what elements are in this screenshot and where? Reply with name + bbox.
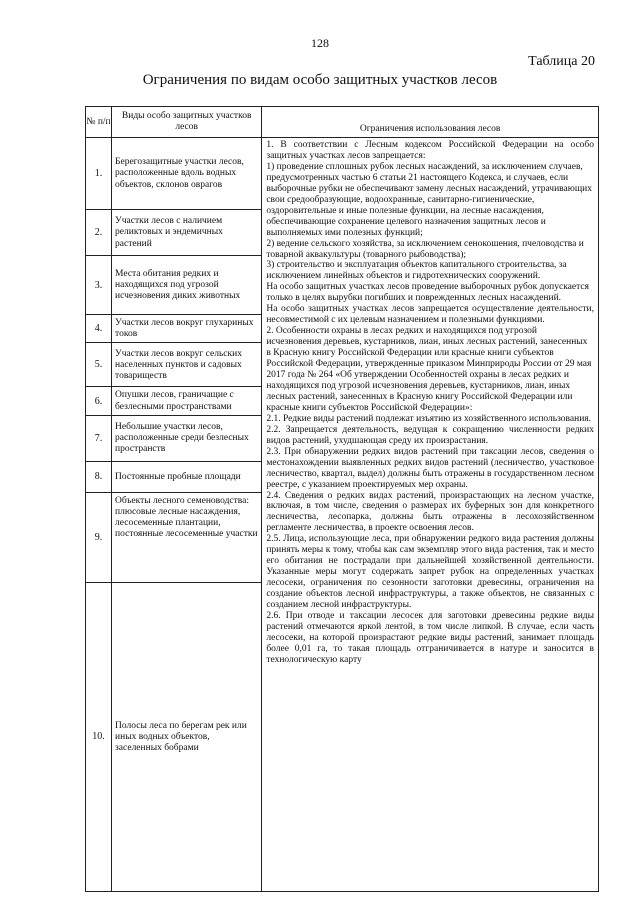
table-label: Таблица 20 bbox=[528, 54, 595, 69]
zone-type: Участки лесов с наличием реликтовых и эндемичных растений bbox=[112, 210, 262, 256]
row-number: 10. bbox=[86, 582, 112, 891]
zone-type: Опушки лесов, граничащие с безлесными пространствами bbox=[112, 387, 262, 415]
restriction-text: 1) проведение сплошных рубок лесных насаждений, за исключением случаев, предусмотренных частью 6 статьи 21 настоящего Кодекса, и случаев, если выборочные рубки не обеспечивают замену лесных насаждений, утрачивающих свои средообразующие, водоохранные, санитарно-гигиенические, оздоровительные и иные полезные функции, на лесные насаждения, обеспечивающие сохранение целевого назначения защитных лесов и выполняемых ими полезных функций; bbox=[266, 161, 592, 238]
row-number: 8. bbox=[86, 461, 112, 492]
restrictions-table bbox=[85, 106, 599, 892]
restriction-text: 2.6. При отводе и таксации лесосек для заготовки древесины редкие виды растений отмечаются яркой лентой, в том числе липкой. В случае, если часть лесосеки, на которой произрастают редкие виды растений, занимает площадь более 0,01 га, то такая площадь отграничивается в натуре и заносится в технологическую карту bbox=[266, 610, 594, 665]
zone-type: Участки лесов вокруг глухариных токов bbox=[112, 315, 262, 343]
row-number: 9. bbox=[86, 492, 112, 582]
zone-type: Места обитания редких и находящихся под угрозой исчезновения диких животных bbox=[112, 256, 262, 315]
zone-type: Объекты лесного семеноводства: плюсовые лесные насаждения, лесосеменные плантации, постоянные лесосеменные участки bbox=[112, 492, 262, 582]
header-restrictions: Ограничения использования лесов bbox=[262, 107, 599, 138]
zone-type: Участки лесов вокруг сельских населенных пунктов и садовых товариществ bbox=[112, 343, 262, 387]
row-number: 2. bbox=[86, 210, 112, 256]
row-number: 4. bbox=[86, 315, 112, 343]
restriction-text: 2.5. Лица, использующие леса, при обнаружении редкого вида растения должны принять меры к тому, чтобы как сам экземпляр этого вида растения, так и место его обитания не пострадали при дальнейшей хозяйственной деятельности. Указанные меры могут содержать запрет рубок на определенных участках лесосеки, ограничения по сезонности заготовки древесины, ограничения на создание объектов лесной инфраструктуры, а также объектов, не связанных с созданием лесной инфраструктуры. bbox=[266, 534, 594, 611]
table-header-row bbox=[86, 107, 599, 138]
restriction-text: 2. Особенности охраны в лесах редких и находящихся под угрозой исчезновения деревьев, кустарников, лиан, иных лесных растений, занесенных в Красную книгу Российской Федерации или красные книги субъектов Российской Федерации, утвержденные приказом Минприроды России от 29 мая 2017 года № 264 «Об утверждении Особенностей охраны в лесах редких и находящихся под угрозой исчезновения деревьев, кустарников, лиан, иных лесных растений, занесенных в Красную книгу Российской Федерации или красные книги субъектов Российской Федерации»: bbox=[266, 326, 592, 413]
row-number: 1. bbox=[86, 138, 112, 210]
restriction-text: 3) строительство и эксплуатация объектов капитального строительства, за исключением линейных объектов и гидротехнических сооружений. bbox=[266, 260, 567, 282]
restriction-text: 2.3. При обнаружении редких видов растений при таксации лесов, сведения о местонахождении выявленных редких видов растений (лесничество, участковое лесничество, квартал, выдел) должны быть отражены в государственном лесном реестре, с указанием проектируемых мер охраны. bbox=[266, 446, 594, 490]
restriction-text: 2.4. Сведения о редких видах растений, произрастающих на лесном участке, включая, в том числе, сведения о размерах их буферных зон для конкретного лесничества, лесопарка, должны быть отражены в лесохозяйственном регламенте лесничества, в проекте освоения лесов. bbox=[266, 490, 594, 534]
restriction-text: На особо защитных участках лесов проведение выборочных рубок допускается только в целях вырубки погибших и поврежденных лесных насаждений. bbox=[266, 282, 589, 304]
zone-type: Полосы леса по берегам рек или иных водных объектов, заселенных бобрами bbox=[112, 582, 262, 891]
restriction-text: 2) ведение сельского хозяйства, за исключением сенокошения, пчеловодства и товарной аквакультуры (товарного рыбоводства); bbox=[266, 238, 584, 260]
row-number: 3. bbox=[86, 256, 112, 315]
header-type: Виды особо защитных участков лесов bbox=[112, 107, 262, 138]
page-number: 128 bbox=[311, 36, 329, 50]
row-number: 5. bbox=[86, 343, 112, 387]
row-number: 6. bbox=[86, 387, 112, 415]
restrictions-cell bbox=[262, 138, 599, 892]
restriction-text: 2.1. Редкие виды растений подлежат изъятию из хозяйственного использования. bbox=[266, 413, 592, 424]
page-title: Ограничения по видам особо защитных участков лесов bbox=[142, 72, 498, 88]
restriction-text: На особо защитных участках лесов запрещается осуществление деятельности, несовместимой с их целевым назначением и полезными функциями. bbox=[266, 304, 594, 326]
restriction-text: 2.2. Запрещается деятельность, ведущая к сокращению численности редких видов растений, ухудшающая среду их произрастания. bbox=[266, 424, 594, 446]
zone-type: Небольшие участки лесов, расположенные среди безлесных пространств bbox=[112, 415, 262, 461]
restrictions-table-container bbox=[85, 106, 599, 892]
table-row bbox=[86, 138, 599, 210]
zone-type: Берегозащитные участки лесов, расположенные вдоль водных объектов, склонов оврагов bbox=[112, 138, 262, 210]
row-number: 7. bbox=[86, 415, 112, 461]
zone-type: Постоянные пробные площади bbox=[112, 461, 262, 492]
restriction-text: 1. В соответствии с Лесным кодексом Российской Федерации на особо защитных участках лесов запрещается: bbox=[266, 140, 594, 161]
header-num: № п/п bbox=[86, 107, 112, 138]
